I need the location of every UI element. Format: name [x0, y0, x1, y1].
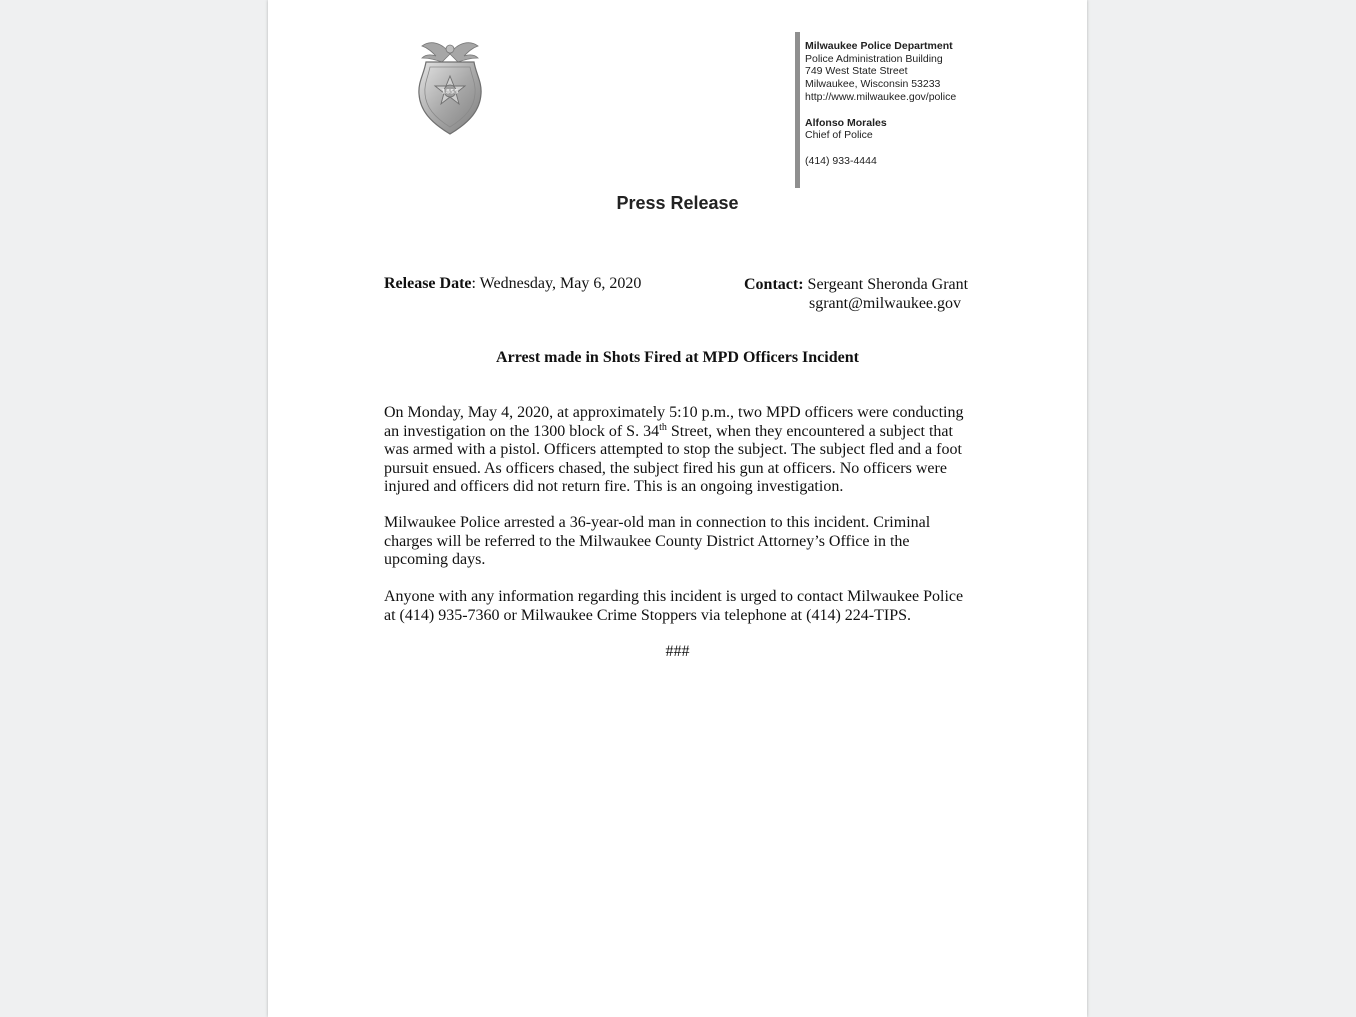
paragraph-text: an investigation on the 1300 block of S. 34 [384, 422, 660, 440]
paragraph-line: at (414) 935-7360 or Milwaukee Crime Stoppers via telephone at (414) 224-TIPS. [384, 606, 911, 624]
paragraph-line: upcoming days. [384, 551, 486, 569]
paragraph-line: pursuit ensued. As officers chased, the subject fired his gun at officers. No officers were [384, 459, 947, 477]
document-page [268, 0, 1087, 1017]
police-badge-icon [412, 36, 488, 138]
paragraph-line: Milwaukee Police arrested a 36-year-old man in connection to this incident. Criminal [384, 514, 931, 531]
agency-url[interactable]: http://www.milwaukee.gov/police [805, 90, 957, 103]
body-paragraph-2 [384, 514, 974, 570]
paragraph-line: Anyone with any information regarding this incident is urged to contact Milwaukee Police [384, 588, 964, 605]
paragraph-line: was armed with a pistol. Officers attempted to stop the subject. The subject fled and a foot [384, 441, 962, 459]
chief-title: Chief of Police [805, 129, 873, 142]
agency-street: 749 West State Street [805, 65, 908, 78]
contact-email[interactable]: sgrant@milwaukee.gov [809, 295, 962, 312]
headline: Arrest made in Shots Fired at MPD Officers Incident [496, 349, 859, 366]
agency-name: Milwaukee Police Department [805, 40, 953, 52]
chief-name: Alfonso Morales [805, 116, 887, 129]
press-release-title: Press Release [616, 193, 739, 213]
release-date-value: : Wednesday, May 6, 2020 [471, 275, 642, 292]
paragraph-text: Street, when they encountered a subject that [666, 422, 953, 440]
body-paragraph-3 [384, 588, 974, 625]
release-date [384, 275, 641, 293]
agency-sidebar-rule [795, 32, 800, 188]
contact-name: Sergeant Sheronda Grant [807, 276, 969, 293]
contact-block [744, 275, 968, 313]
agency-info-block [805, 40, 956, 168]
paragraph-line: On Monday, May 4, 2020, at approximately 5:10 p.m., two MPD officers were conducting [384, 404, 964, 421]
paragraph-line: injured and officers did not return fire. This is an ongoing investigation. [384, 478, 844, 496]
agency-building: Police Administration Building [805, 52, 943, 65]
agency-phone: (414) 933-4444 [805, 154, 877, 167]
end-mark: ### [665, 643, 690, 660]
paragraph-line [384, 423, 974, 442]
paragraph-line: charges will be referred to the Milwaukee County District Attorney’s Office in the [384, 532, 910, 550]
contact-label: Contact: [744, 276, 804, 293]
body-paragraph-1 [384, 404, 974, 497]
svg-text:1855: 1855 [441, 88, 459, 96]
release-date-label: Release Date [384, 275, 472, 292]
ordinal-superscript: th [659, 421, 667, 433]
agency-city: Milwaukee, Wisconsin 53233 [805, 78, 941, 91]
